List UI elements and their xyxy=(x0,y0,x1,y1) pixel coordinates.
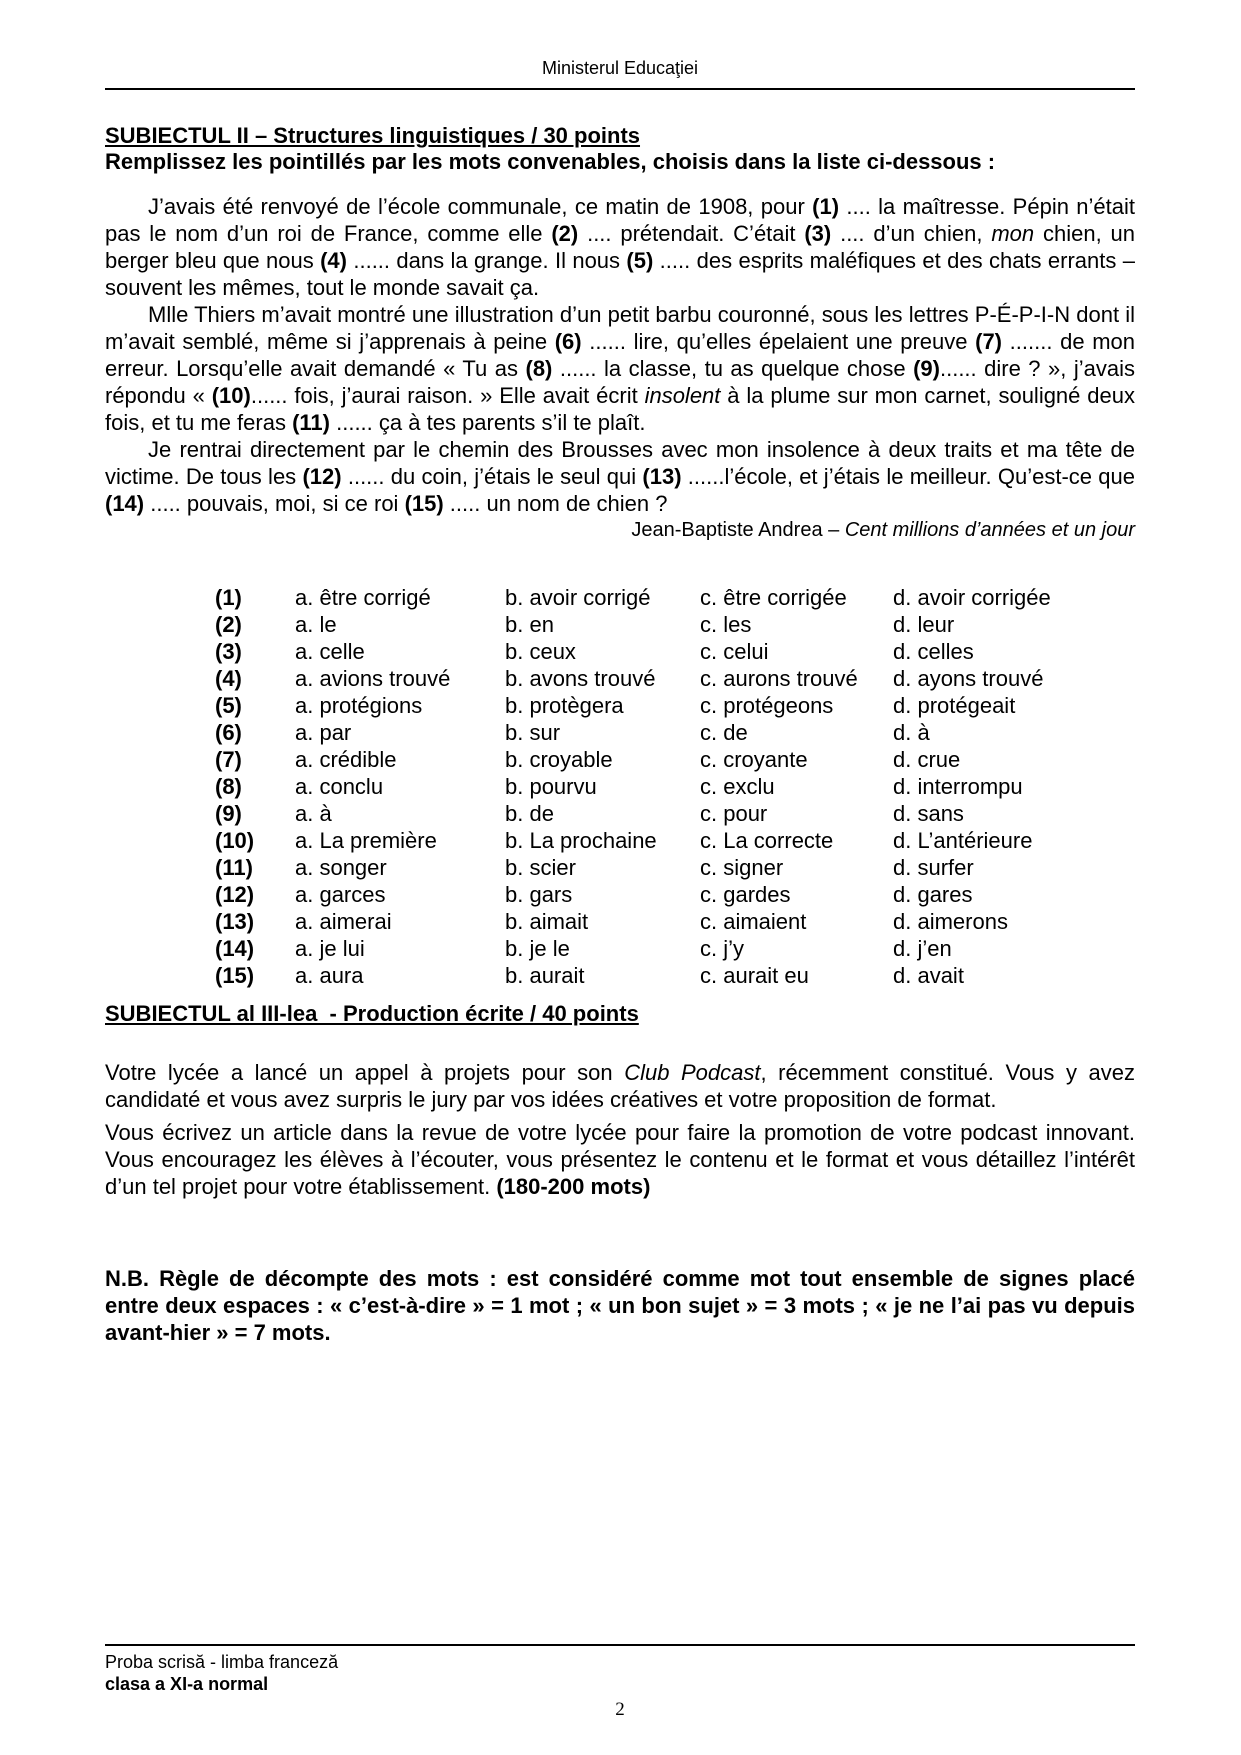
option-number: (6) xyxy=(215,720,242,745)
text-segment: (14) xyxy=(105,491,145,516)
source-attribution xyxy=(105,517,1135,544)
option-c: c. aimaient xyxy=(700,909,807,934)
option-a: a. protégions xyxy=(295,693,423,718)
option-b: b. croyable xyxy=(505,747,613,772)
option-a: a. je lui xyxy=(295,936,365,961)
option-c: c. croyante xyxy=(700,747,808,772)
text-segment: Votre lycée a lancé un appel à projets pour son xyxy=(105,1060,625,1085)
option-d: d. à xyxy=(893,720,930,745)
option-a: a. garces xyxy=(295,882,386,907)
footer-rule xyxy=(105,1644,1135,1646)
text-segment: ......l’école, et j’étais le meilleur. Qu’est-ce que xyxy=(681,464,1135,489)
text-segment: chien, un berger bleu que nous xyxy=(105,221,1135,273)
text-segment: Cent millions d’années et un jour xyxy=(844,519,1135,541)
option-number: (13) xyxy=(215,909,255,934)
option-number: (11) xyxy=(215,855,253,880)
option-c: c. La correcte xyxy=(700,828,834,853)
header-rule xyxy=(105,88,1135,90)
option-a: a. celle xyxy=(295,639,365,664)
option-a: a. le xyxy=(295,612,337,637)
option-c: c. protégeons xyxy=(700,693,834,718)
subject3-heading: SUBIECTUL al III-lea - Production écrite / 40 points xyxy=(105,1001,639,1026)
text-segment: (180-200 mots) xyxy=(496,1174,651,1199)
option-c: c. de xyxy=(700,720,748,745)
text-segment: (7) xyxy=(975,329,1003,354)
option-b: b. avoir corrigé xyxy=(505,585,651,610)
text-segment: (12) xyxy=(302,464,342,489)
text-segment: (15) xyxy=(404,491,444,516)
text-segment: ....... de mon erreur. Lorsqu’elle avait demandé « Tu as xyxy=(105,329,1136,381)
option-b: b. avons trouvé xyxy=(505,666,656,691)
text-segment: (9) xyxy=(913,356,940,381)
text-segment: J’avais été renvoyé de l’école communale, ce matin de 1908, pour xyxy=(148,194,813,219)
option-number: (8) xyxy=(215,774,242,799)
option-d: d. avoir corrigée xyxy=(893,585,1051,610)
text-segment: N.B. Règle de décompte des mots : est considéré comme mot tout ensemble de signes placé entre deux espaces : « c’est-à-dire » = 1 mot ; « un bon sujet » = 3 mots ; « je ne l’ai pas vu depuis avant-hier » = 7 mots. xyxy=(105,1266,1135,1345)
options-row xyxy=(215,962,1135,989)
text-segment: (3) xyxy=(804,221,832,246)
option-number: (3) xyxy=(215,639,242,664)
subject2-paragraph-1 xyxy=(105,193,1135,301)
footer-class-name: clasa a XI-a normal xyxy=(105,1674,269,1694)
text-segment: (5) xyxy=(626,248,654,273)
option-d: d. j’en xyxy=(893,936,952,961)
option-number: (7) xyxy=(215,747,242,772)
option-d: d. protégeait xyxy=(893,693,1016,718)
text-segment: .... la maîtresse. Pépin n’était pas le nom d’un roi de France, comme elle xyxy=(105,194,1135,246)
subject3-paragraph-1 xyxy=(105,1059,1135,1113)
option-number: (2) xyxy=(215,612,242,637)
options-row xyxy=(215,800,1135,827)
option-b: b. aimait xyxy=(505,909,589,934)
options-row xyxy=(215,827,1135,854)
option-a: a. être corrigé xyxy=(295,585,431,610)
option-number: (1) xyxy=(215,585,242,610)
option-number: (4) xyxy=(215,666,242,691)
text-segment: (4) xyxy=(320,248,347,273)
option-c: c. être corrigée xyxy=(700,585,847,610)
option-d: d. crue xyxy=(893,747,961,772)
options-row xyxy=(215,908,1135,935)
text-segment: (8) xyxy=(525,356,553,381)
text-segment: (11) xyxy=(292,410,330,435)
text-segment: , récemment constitué. Vous y avez candidaté et vous avez surpris le jury par vos idées créatives et votre proposition de format. xyxy=(105,1060,1135,1112)
text-segment: ...... fois, j’aurai raison. » Elle avait écrit xyxy=(250,383,645,408)
option-c: c. exclu xyxy=(700,774,775,799)
option-c: c. celui xyxy=(700,639,769,664)
option-c: c. aurons trouvé xyxy=(700,666,858,691)
options-table xyxy=(105,584,1135,989)
option-c: c. aurait eu xyxy=(700,963,809,988)
options-row xyxy=(215,935,1135,962)
text-segment: à la plume sur mon carnet, souligné deux fois, et tu me feras xyxy=(105,383,1135,435)
option-d: d. ayons trouvé xyxy=(893,666,1044,691)
text-segment: (13) xyxy=(642,464,682,489)
text-segment: (6) xyxy=(554,329,582,354)
option-a: a. crédible xyxy=(295,747,397,772)
options-row xyxy=(215,584,1135,611)
options-row xyxy=(215,854,1135,881)
option-b: b. protègera xyxy=(505,693,624,718)
option-d: d. gares xyxy=(893,882,973,907)
option-a: a. aimerai xyxy=(295,909,392,934)
option-d: d. interrompu xyxy=(893,774,1023,799)
option-d: d. avait xyxy=(893,963,964,988)
subject2-paragraph-3 xyxy=(105,436,1135,517)
subject3-paragraph-2 xyxy=(105,1119,1135,1200)
text-segment: ...... dans la grange. Il nous xyxy=(346,248,627,273)
text-segment: mon xyxy=(991,221,1035,246)
text-segment: Mlle Thiers m’avait montré une illustration d’un petit barbu couronné, sous les lettres P-É-P-I-N dont il m’avait semblé, même si j’apprenais à peine xyxy=(105,302,1135,354)
option-a: a. avions trouvé xyxy=(295,666,451,691)
options-row xyxy=(215,638,1135,665)
option-number: (10) xyxy=(215,828,255,853)
option-number: (9) xyxy=(215,801,242,826)
option-d: d. surfer xyxy=(893,855,974,880)
footer-exam-name: Proba scrisă - limba franceză xyxy=(105,1652,339,1672)
subject2-paragraph-2 xyxy=(105,301,1135,436)
text-segment: ..... un nom de chien ? xyxy=(443,491,668,516)
option-d: d. celles xyxy=(893,639,974,664)
page-number: 2 xyxy=(615,1699,625,1720)
option-b: b. La prochaine xyxy=(505,828,657,853)
options-row xyxy=(215,692,1135,719)
text-segment: insolent xyxy=(644,383,721,408)
option-b: b. gars xyxy=(505,882,573,907)
option-d: d. L’antérieure xyxy=(893,828,1033,853)
option-number: (5) xyxy=(215,693,242,718)
text-segment: Je rentrai directement par le chemin des Brousses avec mon insolence à deux traits et ma tête de victime. De tous les xyxy=(105,437,1135,489)
ministry-header: Ministerul Educaţiei xyxy=(541,58,699,78)
word-count-rule-note xyxy=(105,1265,1135,1346)
text-segment: Jean-Baptiste Andrea – xyxy=(631,519,845,541)
options-row xyxy=(215,665,1135,692)
text-segment: ...... lire, qu’elles épelaient une preuve xyxy=(581,329,976,354)
text-segment: (2) xyxy=(551,221,579,246)
text-segment: .... prétendait. C’était xyxy=(578,221,805,246)
option-d: d. sans xyxy=(893,801,964,826)
text-segment: ...... du coin, j’étais le seul qui xyxy=(341,464,643,489)
subject2-instruction: Remplissez les pointillés par les mots convenables, choisis dans la liste ci-dessous : xyxy=(105,149,996,174)
option-c: c. j’y xyxy=(700,936,744,961)
text-segment: ..... des esprits maléfiques et des chats errants – souvent les mêmes, tout le monde savait ça. xyxy=(105,248,1135,300)
options-row xyxy=(215,773,1135,800)
option-c: c. gardes xyxy=(700,882,791,907)
option-number: (15) xyxy=(215,963,255,988)
text-segment: (10) xyxy=(211,383,251,408)
text-segment: Club Podcast xyxy=(624,1060,761,1085)
option-a: a. aura xyxy=(295,963,364,988)
options-row xyxy=(215,746,1135,773)
option-b: b. sur xyxy=(505,720,561,745)
option-a: a. songer xyxy=(295,855,387,880)
option-a: a. à xyxy=(295,801,332,826)
options-row xyxy=(215,881,1135,908)
options-row xyxy=(215,719,1135,746)
text-segment: .... d’un chien, xyxy=(831,221,992,246)
text-segment: ...... dire ? », j’avais répondu « xyxy=(105,356,1135,408)
option-c: c. signer xyxy=(700,855,784,880)
option-b: b. ceux xyxy=(505,639,576,664)
option-b: b. scier xyxy=(505,855,576,880)
option-a: a. conclu xyxy=(295,774,384,799)
option-b: b. je le xyxy=(505,936,570,961)
option-c: c. les xyxy=(700,612,752,637)
option-d: d. leur xyxy=(893,612,955,637)
text-segment: ...... la classe, tu as quelque chose xyxy=(552,356,914,381)
option-number: (14) xyxy=(215,936,255,961)
option-b: b. de xyxy=(505,801,554,826)
option-a: a. La première xyxy=(295,828,437,853)
option-b: b. pourvu xyxy=(505,774,597,799)
option-b: b. en xyxy=(505,612,554,637)
page-footer xyxy=(105,1644,1135,1721)
subject2-heading: SUBIECTUL II – Structures linguistiques / 30 points xyxy=(105,123,641,148)
option-a: a. par xyxy=(295,720,352,745)
text-segment: ..... pouvais, moi, si ce roi xyxy=(144,491,405,516)
text-segment: (1) xyxy=(812,194,840,219)
option-number: (12) xyxy=(215,882,255,907)
option-b: b. aurait xyxy=(505,963,585,988)
option-c: c. pour xyxy=(700,801,768,826)
option-d: d. aimerons xyxy=(893,909,1008,934)
options-row xyxy=(215,611,1135,638)
text-segment: ...... ça à tes parents s’il te plaît. xyxy=(330,410,646,435)
text-segment: Vous écrivez un article dans la revue de votre lycée pour faire la promotion de votre podcast innovant. Vous encouragez les élèves à l’écouter, vous présentez le contenu et le format et vous détaillez l’intérêt d’un tel projet pour votre établissement. xyxy=(105,1120,1135,1199)
